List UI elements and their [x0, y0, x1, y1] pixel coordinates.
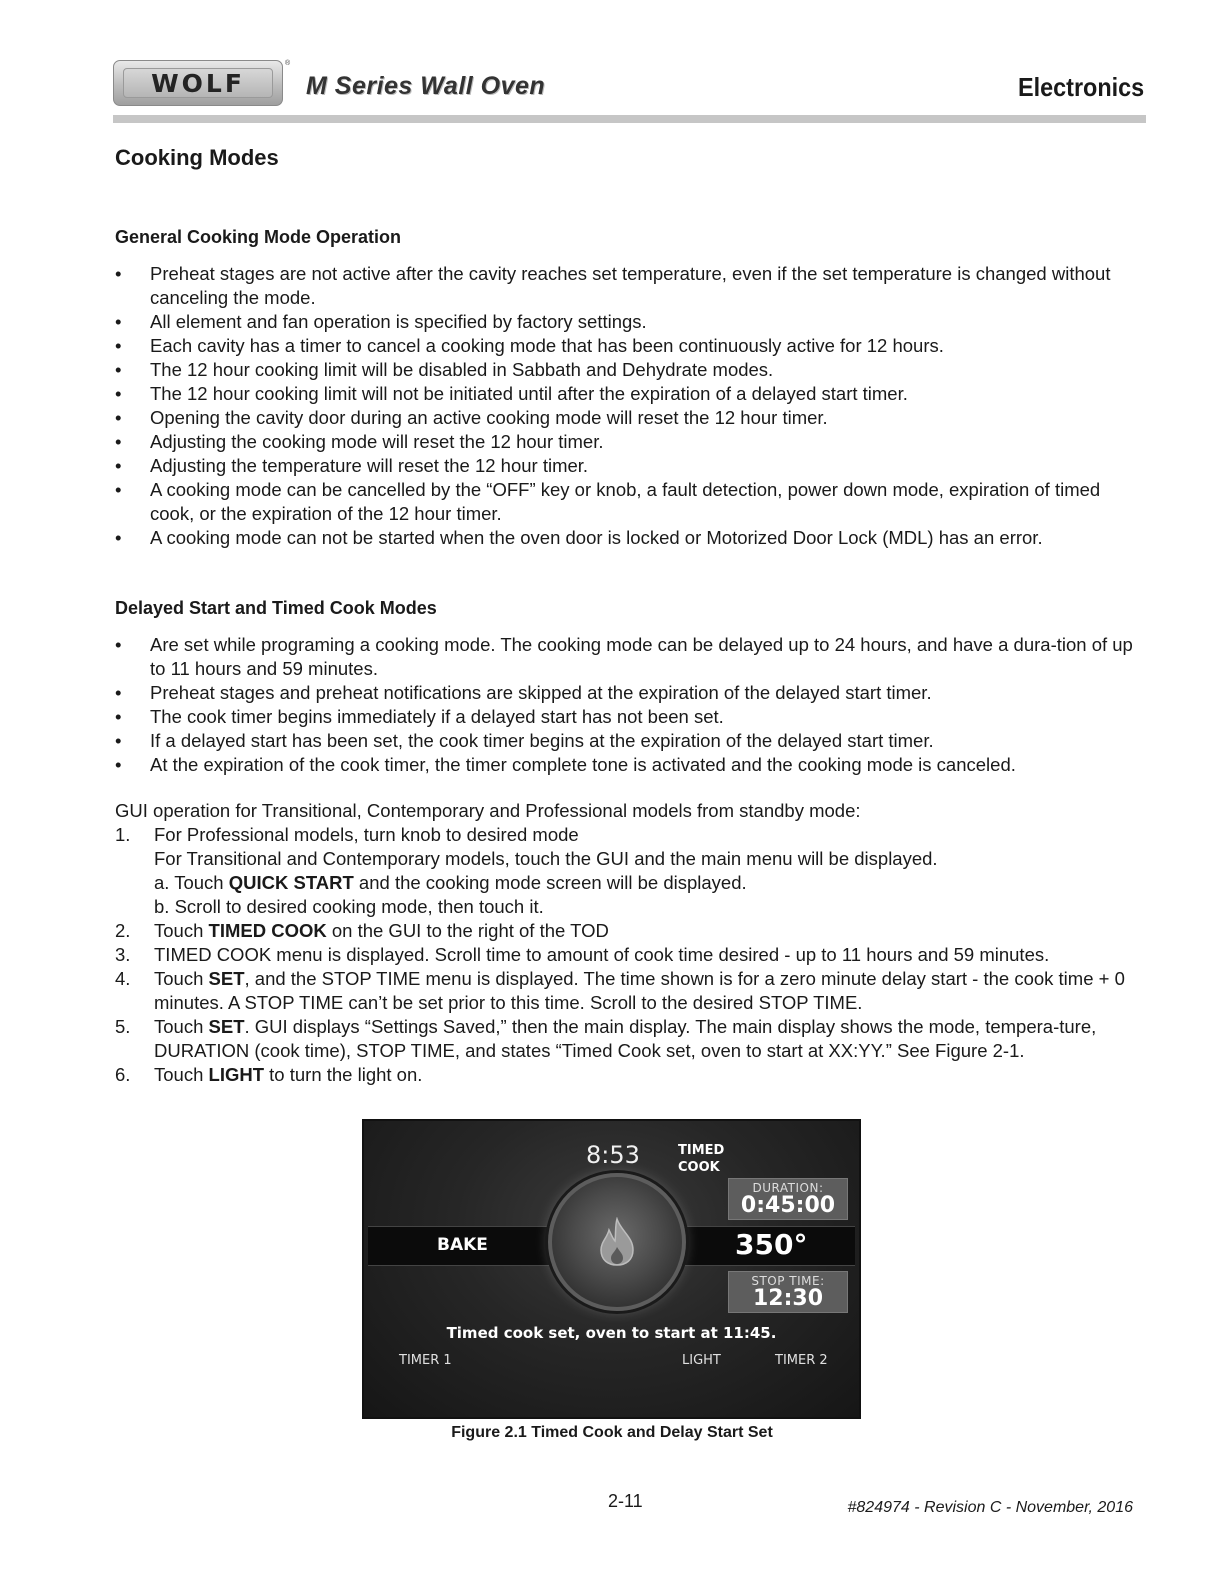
step-number: 2.	[115, 920, 131, 941]
wolf-logo	[113, 60, 283, 106]
timer-1-button[interactable]: TIMER 1	[399, 1353, 452, 1368]
step-item	[115, 943, 1145, 967]
list-item: • A cooking mode can be cancelled by the “OFF” key or knob, a fault detection, power down mode, expiration of timed cook, or the expiration of the 12 hour timer.	[115, 478, 1145, 526]
timer-2-button[interactable]: TIMER 2	[775, 1353, 828, 1368]
temperature-value[interactable]: 350°	[735, 1228, 808, 1261]
page-content	[115, 145, 1145, 1087]
page-number: 2-11	[608, 1491, 643, 1511]
substep-a	[154, 871, 1145, 895]
step-item	[115, 1015, 1145, 1063]
step-number: 3.	[115, 944, 131, 965]
list-item: • The 12 hour cooking limit will be disabled in Sabbath and Dehydrate modes.	[115, 358, 1145, 382]
duration-value: 0:45:00	[740, 1193, 836, 1218]
list-item: • Preheat stages and preheat notifications are skipped at the expiration of the delayed start timer.	[115, 681, 1145, 705]
duration-label: DURATION:	[752, 1181, 824, 1195]
step-item	[115, 919, 1145, 943]
stop-time-box[interactable]	[728, 1271, 848, 1313]
step-text: Touch	[154, 1064, 209, 1085]
time-of-day: 8:53	[586, 1141, 640, 1169]
list-item: • Adjusting the cooking mode will reset the 12 hour timer.	[115, 430, 1145, 454]
list-item: • At the expiration of the cook timer, the timer complete tone is activated and the cooking mode is canceled.	[115, 753, 1145, 777]
step-text: a. Touch	[154, 872, 229, 893]
step-text: Touch	[154, 920, 209, 941]
header-rule	[113, 115, 1146, 123]
step-item	[115, 1063, 1145, 1087]
list-item: • If a delayed start has been set, the cook timer begins at the expiration of the delayed start timer.	[115, 729, 1145, 753]
oven-display-figure	[362, 1119, 861, 1419]
mode-dial[interactable]	[548, 1173, 686, 1311]
stop-time-value: 12:30	[752, 1286, 824, 1311]
list-item: • Preheat stages are not active after the cavity reaches set temperature, even if the set temperature is changed without canceling the mode.	[115, 262, 1145, 310]
step-text: and the cooking mode screen will be displayed.	[353, 872, 747, 893]
list-item: • A cooking mode can not be started when the oven door is locked or Motorized Door Lock (MDL) has an error.	[115, 526, 1145, 550]
step-text: Touch	[154, 1016, 209, 1037]
step-text: For Professional models, turn knob to desired mode	[154, 824, 579, 845]
step-text: . GUI displays “Settings Saved,” then the main display. The main display shows the mode, tempera-ture, DURATION (cook time), STOP TIME, and states “Timed Cook set, oven to start at XX:YY.” See Figure 2-1.	[154, 1016, 1097, 1061]
step-text: , and the STOP TIME menu is displayed. The time shown is for a zero minute delay start - the cook time + 0 minutes. A STOP TIME can’t be set prior to this time. Scroll to the desired STOP TIME.	[154, 968, 1125, 1013]
step-number: 6.	[115, 1064, 131, 1085]
timed-cook-button[interactable]	[678, 1142, 724, 1176]
general-bullet-list	[115, 262, 1145, 550]
flame-icon	[595, 1217, 639, 1267]
stop-time-label: STOP TIME:	[751, 1274, 825, 1288]
delayed-bullet-list	[115, 633, 1145, 777]
list-item: • The cook timer begins immediately if a delayed start has not been set.	[115, 705, 1145, 729]
document-revision: #824974 - Revision C - November, 2016	[847, 1499, 1133, 1516]
figure-caption: Figure 2.1 Timed Cook and Delay Start Set	[451, 1424, 773, 1441]
list-item: • All element and fan operation is specified by factory settings.	[115, 310, 1145, 334]
substep-b: b. Scroll to desired cooking mode, then touch it.	[154, 896, 544, 917]
step-number: 1.	[115, 824, 131, 845]
gui-intro: GUI operation for Transitional, Contemporary and Professional models from standby mode:	[115, 800, 861, 821]
list-item: • Adjusting the temperature will reset the 12 hour timer.	[115, 454, 1145, 478]
step-keyword: SET	[208, 1016, 245, 1037]
step-list	[115, 823, 1145, 1087]
step-text: to turn the light on.	[264, 1064, 423, 1085]
step-text: on the GUI to the right of the TOD	[326, 920, 609, 941]
section-name: Electronics	[1017, 72, 1144, 102]
series-title: M Series Wall Oven	[306, 72, 546, 100]
list-item: • Are set while programing a cooking mode. The cooking mode can be delayed up to 24 hours, and have a dura-tion of up to 11 hours and 59 minutes.	[115, 633, 1145, 681]
delayed-heading: Delayed Start and Timed Cook Modes	[115, 598, 437, 618]
timed-cook-label-line2: COOK	[678, 1160, 720, 1175]
step-text: Touch	[154, 968, 209, 989]
step-keyword: TIMED COOK	[208, 920, 327, 941]
wolf-logo-text: WOLF	[151, 68, 245, 98]
timed-cook-label-line1: TIMED	[678, 1143, 725, 1158]
light-button[interactable]: LIGHT	[682, 1353, 721, 1368]
step-keyword: SET	[208, 968, 245, 989]
status-message: Timed cook set, oven to start at 11:45.	[446, 1324, 777, 1342]
step-number: 4.	[115, 968, 131, 989]
step-item	[115, 967, 1145, 1015]
step-number: 5.	[115, 1016, 131, 1037]
list-item: • Each cavity has a timer to cancel a cooking mode that has been continuously active for 12 hours.	[115, 334, 1145, 358]
step-text: For Transitional and Contemporary models, touch the GUI and the main menu will be displayed.	[154, 848, 938, 869]
duration-box[interactable]	[728, 1178, 848, 1220]
list-item: • The 12 hour cooking limit will not be initiated until after the expiration of a delayed start timer.	[115, 382, 1145, 406]
cooking-mode-label[interactable]: BAKE	[437, 1235, 488, 1255]
step-item	[115, 823, 1145, 919]
wolf-logo-plate	[123, 68, 273, 98]
step-text: TIMED COOK menu is displayed. Scroll time to amount of cook time desired - up to 11 hours and 59 minutes.	[154, 944, 1050, 965]
registered-mark: ®	[285, 60, 291, 67]
step-keyword: LIGHT	[208, 1064, 265, 1085]
step-keyword: QUICK START	[228, 872, 354, 893]
list-item: • Opening the cavity door during an active cooking mode will reset the 12 hour timer.	[115, 406, 1145, 430]
general-heading: General Cooking Mode Operation	[115, 227, 402, 247]
page-title: Cooking Modes	[115, 145, 279, 170]
